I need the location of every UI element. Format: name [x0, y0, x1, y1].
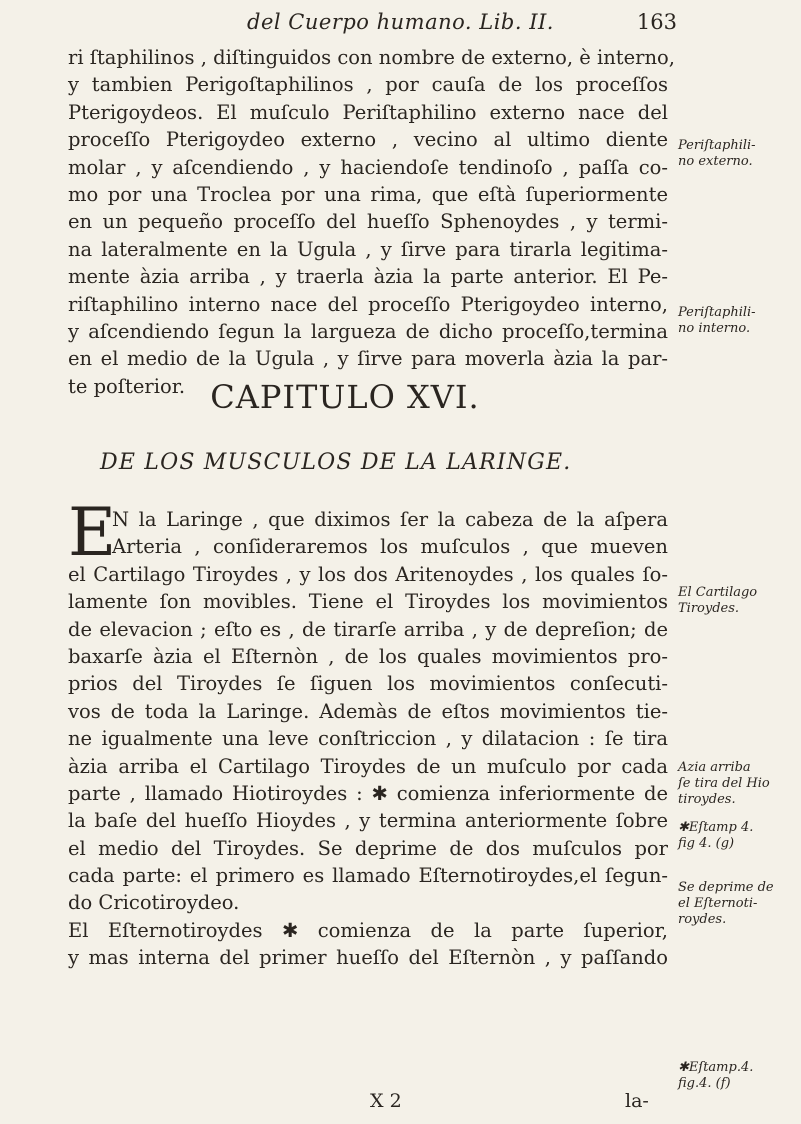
- chapter-subheading: DE LOS MUSCULOS DE LA LARINGE.: [100, 450, 572, 475]
- catchword: la-: [625, 1090, 649, 1112]
- text-line: El Eſternotiroydes ✱ comienza de la parte ſuperior,: [68, 918, 668, 942]
- text-line: Pterigoydeos. El muſculo Periſtaphilino externo nace del: [68, 100, 668, 124]
- text-line: ri ſtaphilinos , diſtinguidos con nombre de externo, è interno,: [68, 46, 675, 69]
- chapter-title: CAPITULO XVI.: [210, 378, 480, 416]
- drop-cap: E: [68, 494, 117, 571]
- margin-note-1: Periſtaphili- no externo.: [678, 138, 756, 169]
- text-line: àzia arriba el Cartilago Tiroydes de un muſculo por cada: [68, 754, 668, 778]
- text-line: mente àzia arriba , y traerla àzia la parte anterior. El Pe-: [68, 265, 668, 289]
- running-title: del Cuerpo humano. Lib. II.: [247, 10, 554, 34]
- running-header: [0, 10, 801, 44]
- text-line: la baſe del hueſſo Hioydes , y termina anteriormente ſobre: [68, 809, 668, 833]
- text-line: vos de toda la Laringe. Ademàs de eſtos movimientos tie-: [68, 699, 668, 723]
- text-line: de elevacion ; eſto es , de tirarſe arriba , y de depreſion; de: [68, 617, 668, 641]
- margin-note-7: ✱Eſtamp.4. fig.4. (f): [678, 1060, 754, 1091]
- text-line: Arteria , conſideraremos los muſculos , que mueven: [112, 535, 668, 559]
- text-line: en el medio de la Ugula , y ſirve para moverla àzia la par-: [68, 347, 668, 371]
- text-line: N la Laringe , que diximos ſer la cabeza de la aſpera: [112, 508, 668, 531]
- paragraph-laringe: [68, 494, 668, 971]
- page-number: 163: [636, 10, 677, 34]
- margin-note-6: Se deprime de el Eſternoti- roydes.: [678, 880, 774, 927]
- text-line: molar , y aſcendiendo , y haciendoſe tendinoſo , paſſa co-: [68, 155, 668, 179]
- margin-note-2: Periſtaphili- no interno.: [678, 305, 756, 336]
- text-line: en un pequeño proceſſo del hueſſo Sphenoydes , y termi-: [68, 210, 668, 234]
- text-line: ne igualmente una leve conſtriccion , y dilatacion : ſe tira: [68, 727, 668, 751]
- text-line: mo por una Troclea por una rima, que eſtà ſuperiormente: [68, 182, 668, 206]
- text-line: el medio del Tiroydes. Se deprime de dos muſculos por: [68, 836, 668, 860]
- text-line: y mas interna del primer hueſſo del Eſternòn , y paſſando: [68, 946, 668, 970]
- text-line: cada parte: el primero es llamado Eſternotiroydes,el ſegun-: [68, 864, 668, 888]
- margin-note-4: Azia arriba ſe tira del Hio tiroydes.: [678, 760, 770, 807]
- text-line: y tambien Perigoſtaphilinos , por cauſa de los proceſſos: [68, 73, 668, 97]
- margin-note-3: El Cartilago Tiroydes.: [678, 585, 758, 616]
- text-line: proceſſo Pterigoydeo externo , vecino al ultimo diente: [68, 128, 668, 152]
- paragraph-periostaphilinos: [68, 44, 675, 400]
- text-line: te poſterior.: [68, 374, 186, 398]
- text-line: parte , llamado Hiotiroydes : ✱ comienza inferiormente de: [68, 781, 668, 805]
- text-line: do Cricotiroydeo.: [68, 891, 240, 915]
- text-line: baxarſe àzia el Eſternòn , de los quales movimientos pro-: [68, 644, 668, 668]
- signature-mark: X 2: [370, 1090, 402, 1112]
- text-line: riſtaphilino interno nace del proceſſo Pterigoydeo interno,: [68, 292, 668, 316]
- text-line: y aſcendiendo ſegun la largueza de dicho proceſſo,termina: [68, 319, 668, 343]
- text-line: lamente ſon movibles. Tiene el Tiroydes los movimientos: [68, 590, 668, 614]
- text-line: na lateralmente en la Ugula , y ſirve para tirarla legitima-: [68, 237, 668, 261]
- text-line: el Cartilago Tiroydes , y los dos Aritenoydes , los quales ſo-: [68, 562, 668, 586]
- text-line: prios del Tiroydes ſe ſiguen los movimientos conſecuti-: [68, 672, 668, 696]
- margin-note-5: ✱Eſtamp 4. fig 4. (g): [678, 820, 754, 851]
